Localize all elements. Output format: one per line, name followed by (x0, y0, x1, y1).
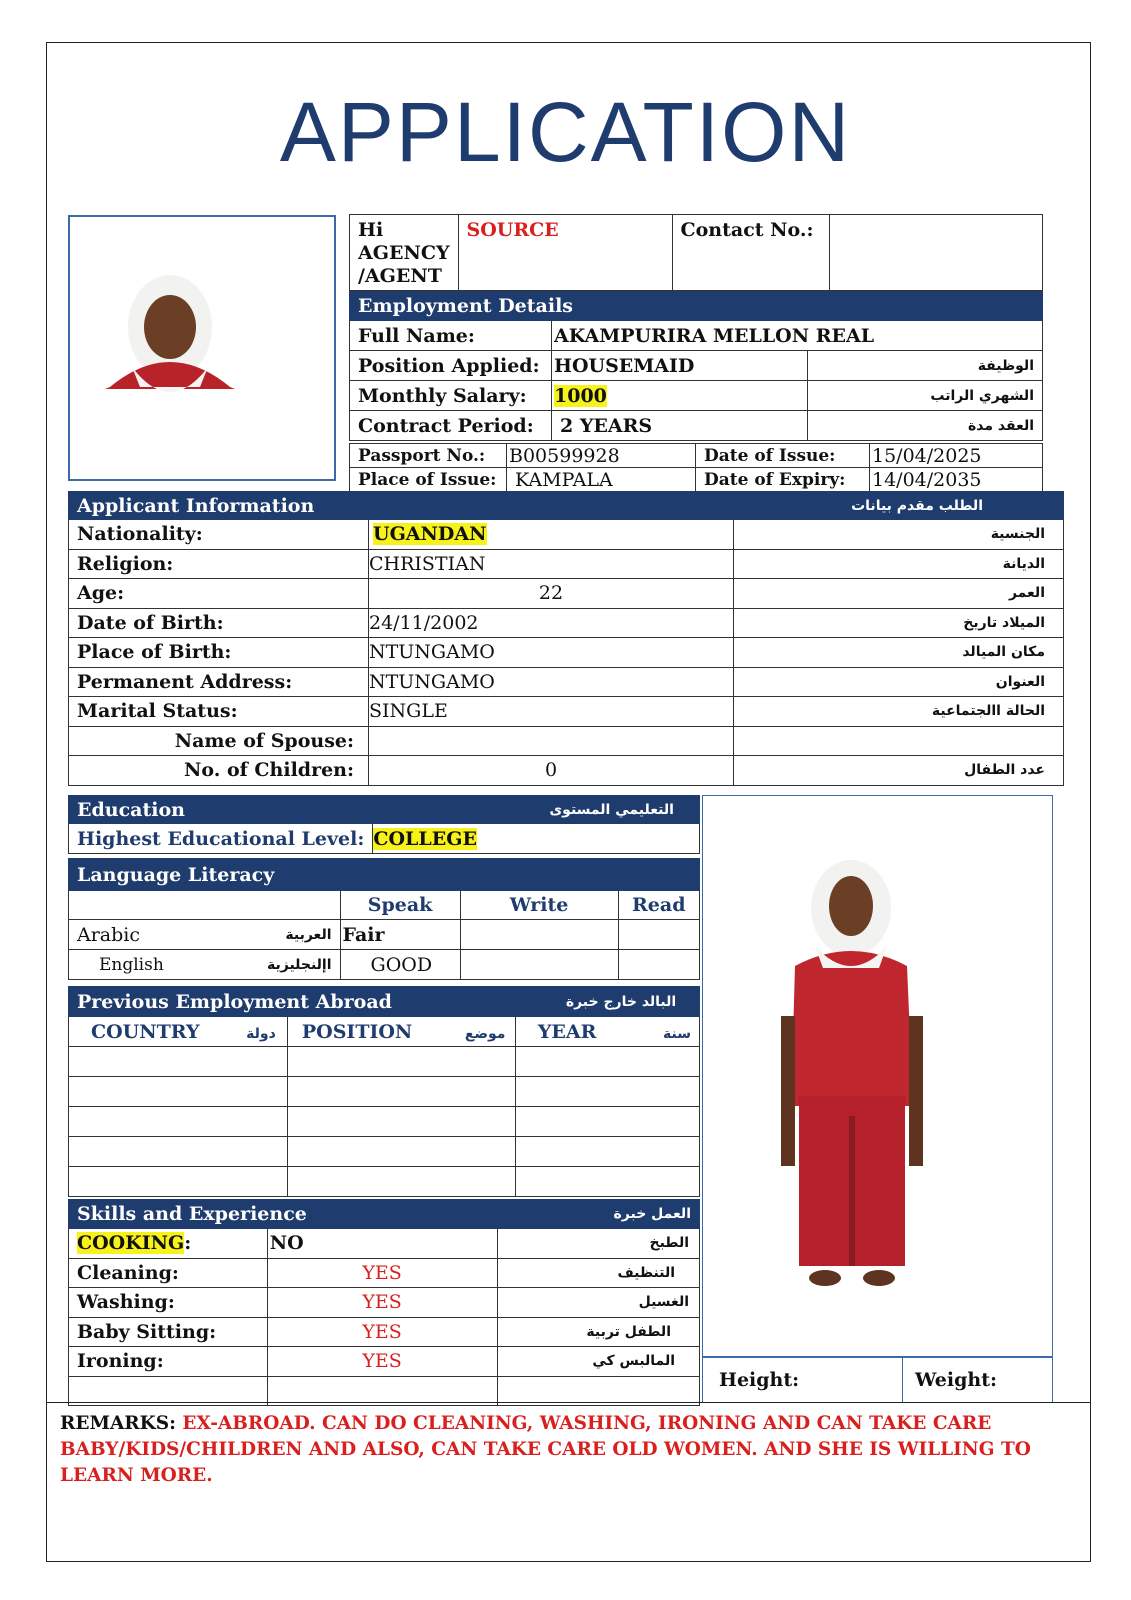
education-level-value: COLLEGE (373, 827, 477, 850)
washing-arabic: الغسيل (497, 1288, 700, 1318)
country-col-arabic: دولة (246, 1025, 276, 1042)
employment-header: Employment Details (350, 292, 1043, 321)
baby-sitting-label: Baby Sitting: (69, 1317, 268, 1347)
previous-row (69, 1077, 700, 1107)
marital-value: SINGLE (369, 697, 734, 727)
address-arabic: العنوان (734, 667, 1064, 697)
full-body-image (703, 796, 1051, 1354)
salary-value: 1000 (554, 384, 607, 407)
portrait-image (70, 217, 334, 479)
english-write (460, 950, 618, 980)
page-title: APPLICATION (279, 85, 852, 179)
nationality-arabic: الجنسية (734, 520, 1064, 550)
employment-table (349, 291, 1043, 441)
agency-label: Hi AGENCY /AGENT (350, 215, 459, 291)
weight-label: Weight: (903, 1358, 1053, 1403)
nationality-label: Nationality: (69, 520, 369, 550)
spouse-label: Name of Spouse: (69, 726, 369, 756)
washing-value: YES (267, 1288, 497, 1318)
marital-label: Marital Status: (69, 697, 369, 727)
salary-label: Monthly Salary: (350, 381, 552, 411)
full-body-photo (702, 795, 1053, 1357)
country-col-header: COUNTRY (91, 1020, 200, 1043)
portrait-photo (68, 215, 336, 481)
spouse-arabic (734, 726, 1064, 756)
language-table (68, 858, 700, 980)
position-col-arabic: موضع (464, 1025, 506, 1042)
spouse-value (369, 726, 734, 756)
place-issue-value: KAMPALA (507, 468, 696, 492)
cleaning-arabic: التنظيف (497, 1258, 700, 1288)
position-col-header: POSITION (301, 1020, 413, 1043)
read-col-header: Read (618, 891, 699, 920)
write-col-header: Write (460, 891, 618, 920)
address-label: Permanent Address: (69, 667, 369, 697)
position-label: Position Applied: (350, 351, 552, 381)
contact-label: Contact No.: (672, 215, 829, 291)
full-name-label: Full Name: (350, 321, 552, 351)
applicant-header: Applicant Information (69, 492, 734, 520)
contract-value: 2 YEARS (552, 411, 808, 441)
previous-header-arabic: البالد خارج خبرة (515, 987, 699, 1017)
height-label: Height: (703, 1358, 903, 1403)
previous-row (69, 1047, 700, 1077)
expiry-label: Date of Expiry: (696, 468, 870, 492)
dob-arabic: الميلاد تاريخ (734, 608, 1064, 638)
religion-label: Religion: (69, 549, 369, 579)
dob-label: Date of Birth: (69, 608, 369, 638)
pob-arabic: مكان الميالد (734, 638, 1064, 668)
english-lang-label: English (69, 950, 221, 980)
skills-table: Skills and Experience العمل خبرة COOKING: NO الطبخ Cleaning: YES التنظيف Washing: YES الغسيل Baby Sitting: YES الطفل تربية Ironing: YES المالبس كي (68, 1199, 700, 1406)
education-header: Education (69, 796, 373, 824)
cleaning-value: YES (267, 1258, 497, 1288)
address-value: NTUNGAMO (369, 667, 734, 697)
english-speak: GOOD (340, 950, 460, 980)
age-arabic: العمر (734, 579, 1064, 609)
cleaning-label: Cleaning: (69, 1258, 268, 1288)
cooking-arabic: الطبخ (497, 1229, 700, 1259)
passport-no-label: Passport No.: (350, 444, 507, 468)
english-lang-arabic: اإلنجليزية (221, 950, 340, 980)
arabic-write (460, 920, 618, 950)
cooking-value: NO (267, 1229, 497, 1259)
baby-sitting-value: YES (267, 1317, 497, 1347)
arabic-read (618, 920, 699, 950)
pob-label: Place of Birth: (69, 638, 369, 668)
religion-arabic: الديانة (734, 549, 1064, 579)
remarks-box (46, 1402, 1091, 1562)
baby-sitting-arabic: الطفل تربية (497, 1317, 700, 1347)
place-issue-label: Place of Issue: (350, 468, 507, 492)
passport-no-value: B00599928 (507, 444, 696, 468)
agency-table (349, 214, 1043, 291)
salary-arabic: الشهري الراتب (808, 381, 1043, 411)
applicant-table (68, 491, 1064, 786)
position-arabic: الوظيفة (808, 351, 1043, 381)
year-col-arabic: سنة (663, 1025, 691, 1042)
arabic-lang-arabic: العربية (221, 920, 340, 950)
speak-col-header: Speak (340, 891, 460, 920)
cooking-label: COOKING (77, 1232, 185, 1255)
issue-date-label: Date of Issue: (696, 444, 870, 468)
previous-header: Previous Employment Abroad (69, 987, 516, 1017)
religion-value: CHRISTIAN (369, 549, 734, 579)
remarks-line-2: BABY/KIDS/CHILDREN AND ALSO, CAN TAKE CARE OLD WOMEN. AND SHE IS WILLING TO LEARN MORE. (60, 1439, 1031, 1486)
pob-value: NTUNGAMO (369, 638, 734, 668)
age-label: Age: (69, 579, 369, 609)
age-value: 22 (369, 579, 734, 609)
previous-employment-table (68, 986, 700, 1197)
contract-arabic: العقد مدة (808, 411, 1043, 441)
children-label: No. of Children: (69, 756, 369, 786)
education-header-arabic: التعليمي المستوى (373, 796, 700, 824)
skills-empty-row (69, 1376, 700, 1405)
previous-row (69, 1167, 700, 1197)
washing-label: Washing: (69, 1288, 268, 1318)
skills-header-arabic: العمل خبرة (497, 1200, 700, 1229)
nationality-value: UGANDAN (373, 523, 487, 546)
source-label: SOURCE (458, 215, 672, 291)
expiry-value: 14/04/2035 (870, 468, 1043, 492)
applicant-header-arabic: الطلب مقدم بيانات (734, 492, 1064, 520)
full-name-value: AKAMPURIRA MELLON REAL (552, 321, 1043, 351)
remarks-label: REMARKS: (60, 1413, 176, 1434)
ironing-arabic: المالبس كي (497, 1347, 700, 1377)
remarks-line-1: EX-ABROAD. CAN DO CLEANING, WASHING, IRONING AND CAN TAKE CARE (182, 1413, 992, 1434)
english-read (618, 950, 699, 980)
dob-value: 24/11/2002 (369, 608, 734, 638)
marital-arabic: الحالة االجتماعية (734, 697, 1064, 727)
year-col-header: YEAR (537, 1020, 597, 1043)
skills-header: Skills and Experience (69, 1200, 498, 1229)
education-table (68, 795, 700, 854)
arabic-lang-label: Arabic (69, 920, 221, 950)
previous-row (69, 1137, 700, 1167)
ironing-value: YES (267, 1347, 497, 1377)
previous-row (69, 1107, 700, 1137)
arabic-speak: Fair (340, 920, 460, 950)
contact-value (829, 215, 1043, 291)
issue-date-value: 15/04/2025 (870, 444, 1043, 468)
ironing-label: Ironing: (69, 1347, 268, 1377)
position-value: HOUSEMAID (552, 351, 808, 381)
children-arabic: عدد الطفال (734, 756, 1064, 786)
language-header: Language Literacy (69, 859, 700, 891)
measurements-table (702, 1357, 1053, 1403)
passport-table (349, 443, 1043, 492)
children-value: 0 (369, 756, 734, 786)
contract-label: Contract Period: (350, 411, 552, 441)
education-level-label: Highest Educational Level: (69, 824, 373, 854)
